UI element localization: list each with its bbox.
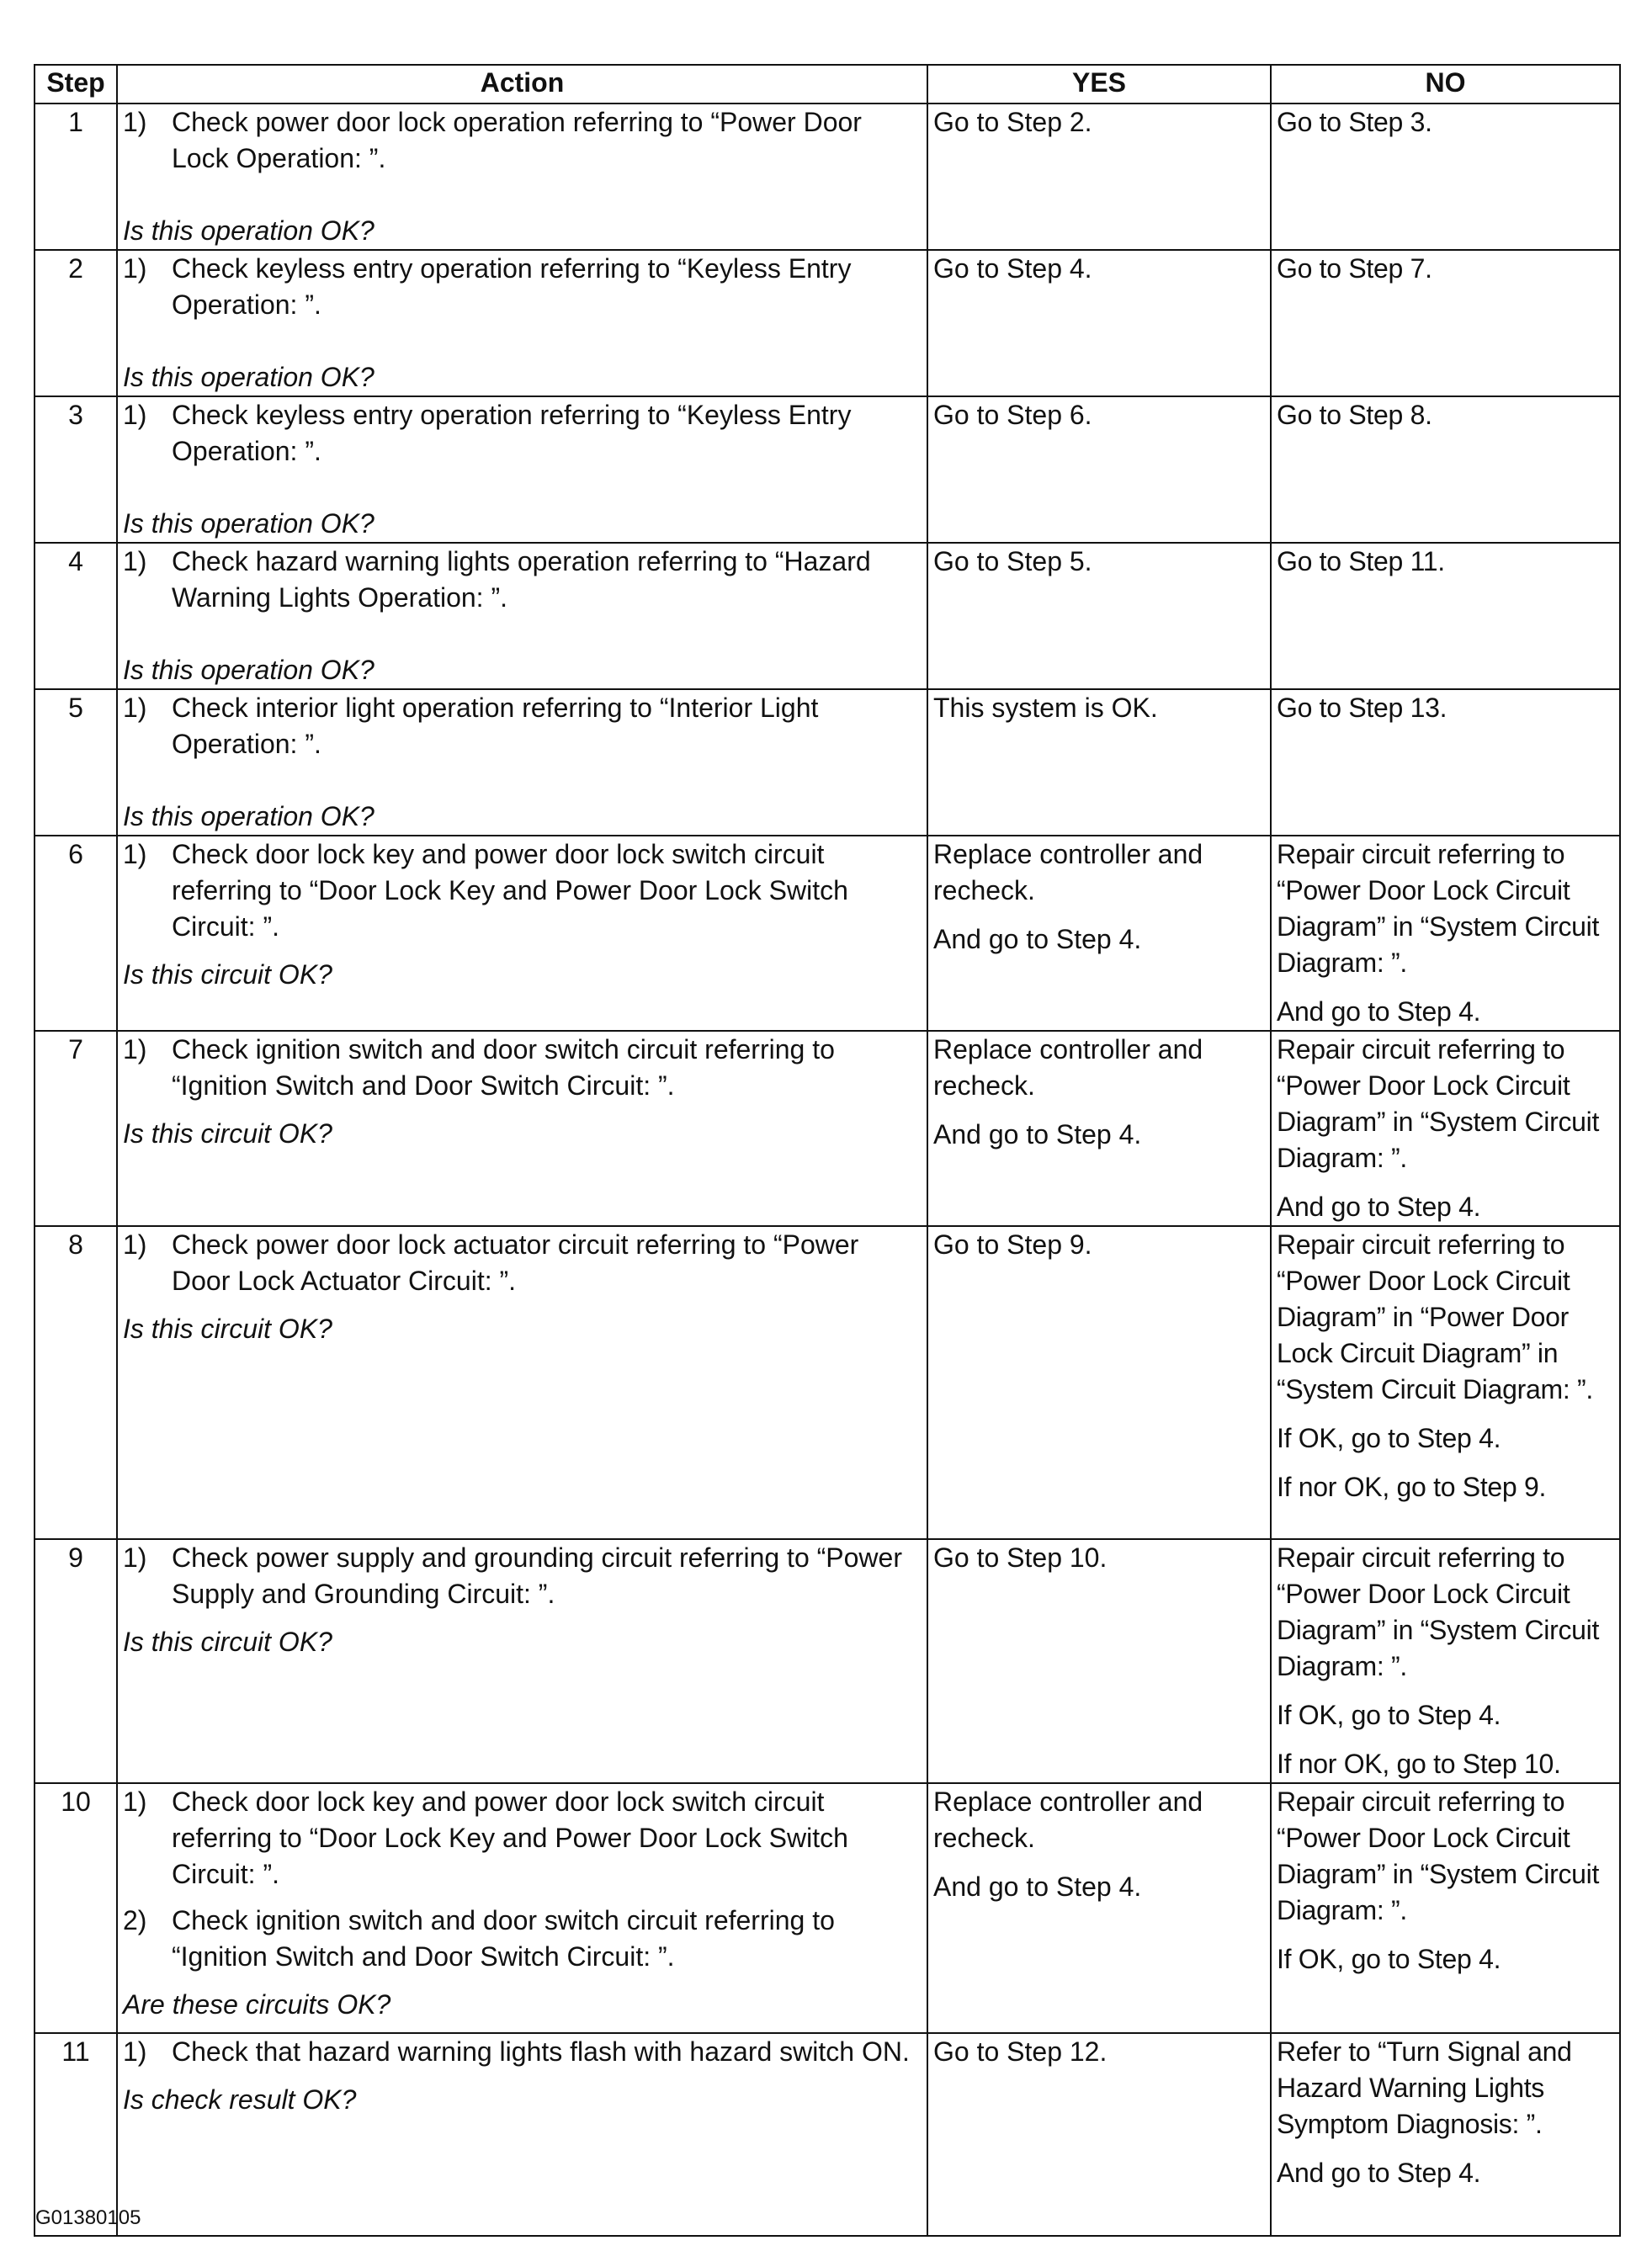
no-result: Go to Step 13. [1277, 693, 1447, 723]
action-cell [117, 836, 927, 1031]
yes-cell [927, 250, 1271, 396]
action-item [123, 1032, 922, 1104]
action-item [123, 1903, 922, 1975]
action-item-number: 1) [123, 253, 147, 284]
step-number: 1 [35, 104, 117, 250]
action-item-text: Check door lock key and power door lock switch circuit referring to “Door Lock Key and Power Door Lock Switch Circuit: ”. [172, 1787, 848, 1889]
no-cell [1271, 1031, 1620, 1226]
action-item [123, 2034, 922, 2070]
step-number: 10 [35, 1783, 117, 2033]
action-item-text: Check interior light operation referring to “Interior Light Operation: ”. [172, 693, 819, 759]
action-item-text: Check door lock key and power door lock switch circuit referring to “Door Lock Key and Power Door Lock Switch Circuit: ”. [172, 839, 848, 942]
step-number: 6 [35, 836, 117, 1031]
yes-result: And go to Step 4. [933, 1871, 1142, 1902]
yes-result: Go to Step 2. [933, 107, 1092, 137]
action-item [123, 104, 922, 177]
yes-cell [927, 1539, 1271, 1783]
no-cell [1271, 689, 1620, 836]
check-question: Is this operation OK? [123, 508, 374, 539]
table-row [35, 396, 1620, 543]
check-question: Is this operation OK? [123, 362, 374, 392]
header-step: Step [35, 65, 117, 104]
table-row [35, 250, 1620, 396]
yes-cell [927, 1031, 1271, 1226]
action-cell [117, 2033, 927, 2236]
action-cell [117, 689, 927, 836]
check-question: Is this operation OK? [123, 215, 374, 246]
yes-result: And go to Step 4. [933, 1119, 1142, 1149]
no-cell [1271, 1226, 1620, 1539]
no-cell [1271, 104, 1620, 250]
yes-result: Replace controller and recheck. [933, 839, 1203, 905]
table-row [35, 1031, 1620, 1226]
action-item [123, 836, 922, 945]
no-result: If OK, go to Step 4. [1277, 1700, 1501, 1730]
action-item-number: 1) [123, 1787, 147, 1817]
yes-cell [927, 1783, 1271, 2033]
action-item [123, 251, 922, 323]
action-item-number: 1) [123, 839, 147, 869]
step-number: 5 [35, 689, 117, 836]
no-result: Go to Step 3. [1277, 107, 1432, 137]
action-cell [117, 250, 927, 396]
check-question: Is this circuit OK? [123, 1627, 332, 1657]
yes-result: Replace controller and recheck. [933, 1787, 1203, 1853]
action-item-number: 1) [123, 1542, 147, 1573]
action-cell [117, 1226, 927, 1539]
no-result: If OK, go to Step 4. [1277, 1423, 1501, 1453]
action-item-text: Check power supply and grounding circuit referring to “Power Supply and Grounding Circuit: ”. [172, 1542, 902, 1609]
no-result: Repair circuit referring to “Power Door Lock Circuit Diagram” in “System Circuit Diagram: ”. [1277, 1034, 1600, 1173]
header-no: NO [1271, 65, 1620, 104]
header-action: Action [117, 65, 927, 104]
step-number: 11 [35, 2033, 117, 2236]
step-number: 9 [35, 1539, 117, 1783]
yes-result: Go to Step 10. [933, 1542, 1108, 1573]
step-number: 2 [35, 250, 117, 396]
action-item-number: 1) [123, 1034, 147, 1064]
no-cell [1271, 836, 1620, 1031]
table-row [35, 2033, 1620, 2236]
no-result: Refer to “Turn Signal and Hazard Warning Lights Symptom Diagnosis: ”. [1277, 2036, 1572, 2139]
no-result: If nor OK, go to Step 10. [1277, 1749, 1561, 1779]
yes-cell [927, 543, 1271, 689]
action-cell [117, 1031, 927, 1226]
no-cell [1271, 543, 1620, 689]
step-number: 3 [35, 396, 117, 543]
check-question: Are these circuits OK? [123, 1989, 391, 2020]
header-yes: YES [927, 65, 1271, 104]
no-result: Go to Step 8. [1277, 400, 1432, 430]
step-number: 8 [35, 1226, 117, 1539]
action-item-text: Check ignition switch and door switch circuit referring to “Ignition Switch and Door Switch Circuit: ”. [172, 1034, 835, 1101]
action-cell [117, 104, 927, 250]
yes-cell [927, 104, 1271, 250]
action-item [123, 1540, 922, 1612]
action-item-text: Check that hazard warning lights flash with hazard switch ON. [172, 2036, 910, 2067]
yes-cell [927, 1226, 1271, 1539]
check-question: Is this circuit OK? [123, 1118, 332, 1149]
yes-result: Go to Step 12. [933, 2036, 1108, 2067]
no-result: Go to Step 7. [1277, 253, 1432, 284]
action-item-text: Check hazard warning lights operation referring to “Hazard Warning Lights Operation: ”. [172, 546, 871, 613]
yes-cell [927, 396, 1271, 543]
action-item-number: 1) [123, 546, 147, 576]
action-item-number: 1) [123, 2036, 147, 2067]
yes-result: Replace controller and recheck. [933, 1034, 1203, 1101]
yes-result: Go to Step 5. [933, 546, 1092, 576]
table-row [35, 1783, 1620, 2033]
no-cell [1271, 2033, 1620, 2236]
table-row [35, 836, 1620, 1031]
yes-result: This system is OK. [933, 693, 1158, 723]
check-question: Is this circuit OK? [123, 1314, 332, 1344]
no-result: Repair circuit referring to “Power Door Lock Circuit Diagram” in “Power Door Lock Circuit Diagram” in “System Circuit Diagram: ”. [1277, 1229, 1593, 1404]
action-item-number: 1) [123, 107, 147, 137]
check-question: Is this circuit OK? [123, 959, 332, 990]
no-result: Repair circuit referring to “Power Door Lock Circuit Diagram” in “System Circuit Diagram: ”. [1277, 1542, 1600, 1681]
no-result: And go to Step 4. [1277, 996, 1481, 1027]
step-number: 7 [35, 1031, 117, 1226]
no-cell [1271, 250, 1620, 396]
yes-cell [927, 2033, 1271, 2236]
no-result: If OK, go to Step 4. [1277, 1944, 1501, 1974]
check-question: Is this operation OK? [123, 655, 374, 685]
no-result: Repair circuit referring to “Power Door Lock Circuit Diagram” in “System Circuit Diagram: ”. [1277, 1787, 1600, 1925]
yes-result: Go to Step 9. [933, 1229, 1092, 1260]
action-item [123, 690, 922, 762]
no-cell [1271, 1539, 1620, 1783]
yes-result: Go to Step 4. [933, 253, 1092, 284]
diagnosis-sheet [34, 64, 1619, 2237]
action-item-text: Check power door lock actuator circuit referring to “Power Door Lock Actuator Circuit: ”. [172, 1229, 859, 1296]
step-number: 4 [35, 543, 117, 689]
check-question: Is check result OK? [123, 2084, 357, 2115]
yes-cell [927, 836, 1271, 1031]
action-item-number: 2) [123, 1905, 147, 1935]
action-item-number: 1) [123, 400, 147, 430]
action-cell [117, 1539, 927, 1783]
action-item [123, 397, 922, 470]
action-cell [117, 396, 927, 543]
check-question: Is this operation OK? [123, 801, 374, 831]
table-row [35, 689, 1620, 836]
action-item-number: 1) [123, 1229, 147, 1260]
table-row [35, 1539, 1620, 1783]
yes-result: And go to Step 4. [933, 924, 1142, 954]
no-result: And go to Step 4. [1277, 2158, 1481, 2188]
diagnosis-table [34, 64, 1621, 2237]
table-row [35, 543, 1620, 689]
action-item-text: Check power door lock operation referring to “Power Door Lock Operation: ”. [172, 107, 862, 173]
action-item-text: Check ignition switch and door switch circuit referring to “Ignition Switch and Door Switch Circuit: ”. [172, 1905, 835, 1972]
no-result: And go to Step 4. [1277, 1192, 1481, 1222]
action-cell [117, 1783, 927, 2033]
header-row [35, 65, 1620, 104]
action-item-number: 1) [123, 693, 147, 723]
no-result: If nor OK, go to Step 9. [1277, 1472, 1547, 1502]
action-item-text: Check keyless entry operation referring to “Keyless Entry Operation: ”. [172, 400, 852, 466]
action-item [123, 1784, 922, 1893]
no-result: Go to Step 11. [1277, 546, 1445, 576]
yes-result: Go to Step 6. [933, 400, 1092, 430]
action-item [123, 1227, 922, 1299]
action-item-text: Check keyless entry operation referring to “Keyless Entry Operation: ”. [172, 253, 852, 320]
no-cell [1271, 1783, 1620, 2033]
no-result: Repair circuit referring to “Power Door Lock Circuit Diagram” in “System Circuit Diagram: ”. [1277, 839, 1600, 978]
yes-cell [927, 689, 1271, 836]
no-cell [1271, 396, 1620, 543]
table-row [35, 104, 1620, 250]
action-cell [117, 543, 927, 689]
figure-code: G01380105 [35, 2206, 141, 2229]
table-body [35, 104, 1620, 2236]
action-item [123, 544, 922, 616]
table-row [35, 1226, 1620, 1539]
